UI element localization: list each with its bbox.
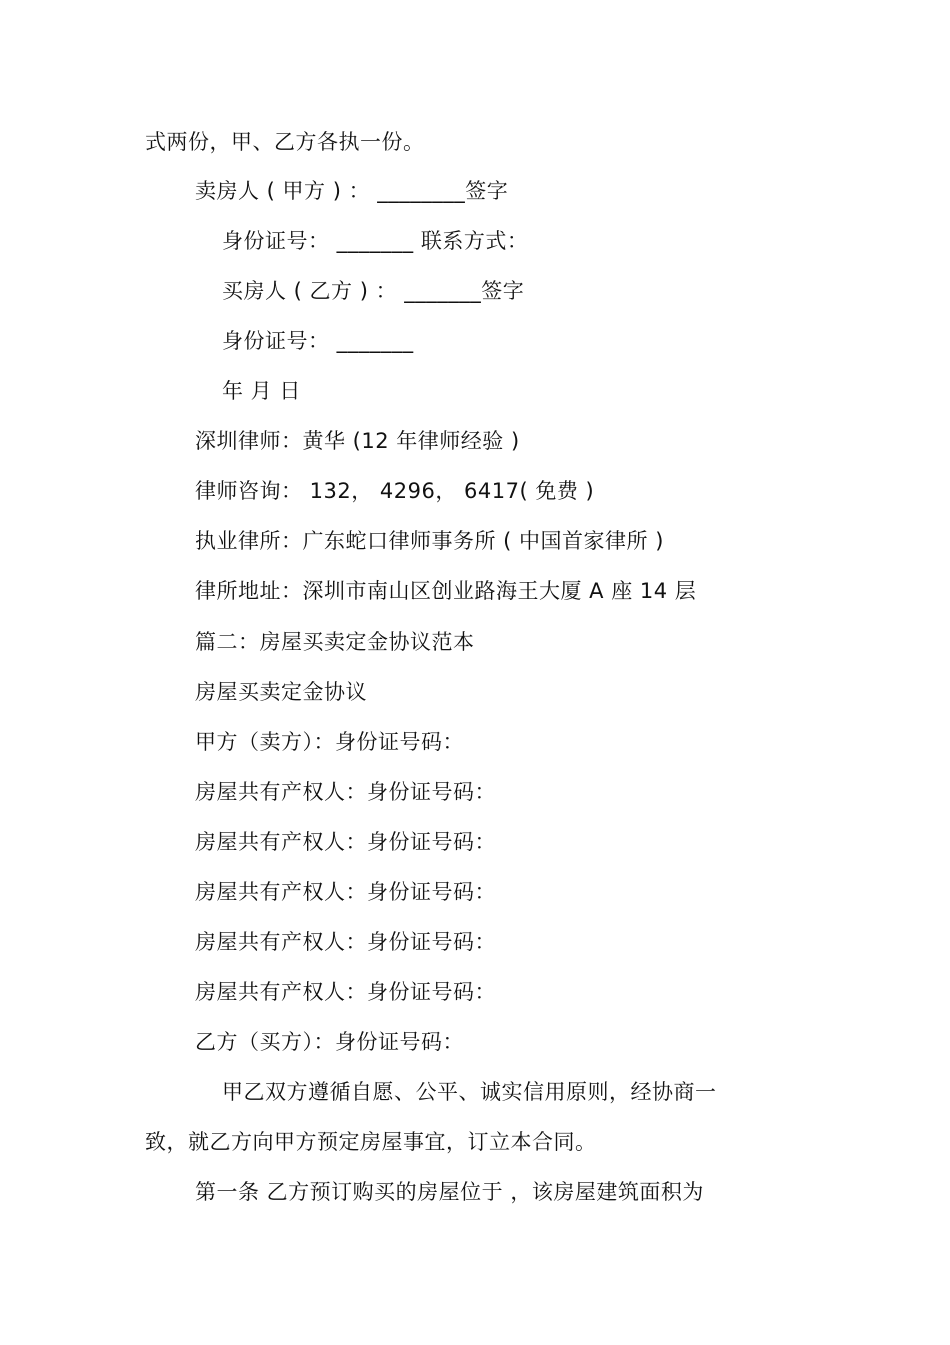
party-a-line: 甲方（卖方）：身份证号码： [195,730,464,754]
co-owner-line-5: 房屋共有产权人：身份证号码： [195,980,496,1004]
co-owner-line-4: 房屋共有产权人：身份证号码： [195,930,496,954]
section-heading: 篇二：房屋买卖定金协议范本 [195,630,475,654]
lawyer-phone-line: 律师咨询： 132， 4296， 6417( 免费 ) [195,479,595,503]
text-line-1: 式两份，甲、乙方各执一份。 [145,130,425,154]
law-firm-line: 执业律所：广东蛇口律师事务所 ( 中国首家律所 ) [195,529,664,553]
party-b-line: 乙方（买方）：身份证号码： [195,1030,464,1054]
co-owner-line-1: 房屋共有产权人：身份证号码： [195,780,496,804]
seller-id-contact-line: 身份证号： _______ 联系方式： [222,229,529,253]
paragraph-line-2: 致，就乙方向甲方预定房屋事宜，订立本合同。 [145,1130,597,1154]
agreement-title: 房屋买卖定金协议 [195,680,367,704]
law-firm-address-line: 律所地址：深圳市南山区创业路海王大厦 A 座 14 层 [195,579,697,603]
buyer-signature-line: 买房人 ( 乙方 ) ： _______签字 [222,279,525,303]
co-owner-line-2: 房屋共有产权人：身份证号码： [195,830,496,854]
date-line: 年 月 日 [222,379,301,403]
buyer-id-line: 身份证号： _______ [222,329,414,353]
seller-signature-line: 卖房人 ( 甲方 ) ： ________签字 [195,179,509,203]
co-owner-line-3: 房屋共有产权人：身份证号码： [195,880,496,904]
article-one-line: 第一条 乙方预订购买的房屋位于 ，该房屋建筑面积为 [195,1180,704,1204]
paragraph-line-1: 甲乙双方遵循自愿、公平、诚实信用原则，经协商一 [222,1080,717,1104]
lawyer-name-line: 深圳律师：黄华 (12 年律师经验 ) [195,429,520,453]
